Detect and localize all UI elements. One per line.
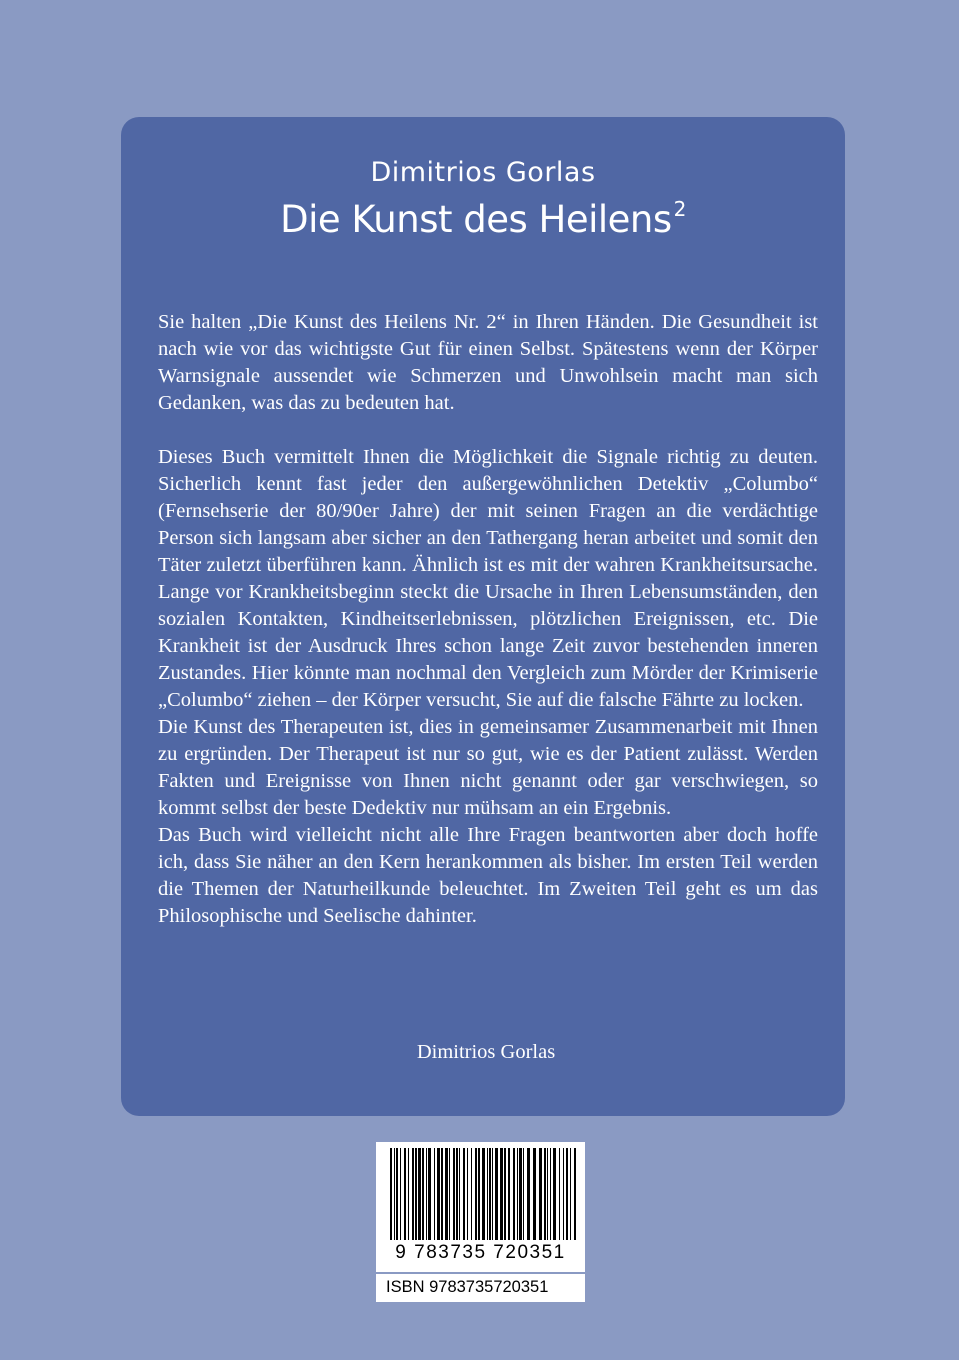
- barcode-bar: [437, 1148, 440, 1240]
- barcode-bar: [559, 1148, 560, 1240]
- barcode-bar: [404, 1148, 406, 1240]
- barcode-bar: [426, 1148, 427, 1240]
- blurb-text: [158, 309, 818, 930]
- barcode-bar: [544, 1148, 546, 1240]
- barcode-bar: [574, 1148, 576, 1240]
- barcode-bar: [463, 1148, 465, 1240]
- barcode-bar: [566, 1148, 568, 1240]
- barcode-bar: [495, 1148, 498, 1240]
- blurb-paragraph-1: Sie halten „Die Kunst des Heilens Nr. 2“ in Ihren Händen. Die Gesundheit ist nach wie vor das wichtigste Gut für einen Selbst. Spätestens wenn der Körper Warnsignale aussendet wie Schmerzen und Unwohlsein macht man sich Gedanken, was das zu bedeuten hat.: [158, 311, 818, 414]
- barcode-bar: [550, 1148, 551, 1240]
- barcode-bar: [428, 1148, 431, 1240]
- barcode-bar: [539, 1148, 542, 1240]
- barcode-bar: [504, 1148, 506, 1240]
- barcode-bar: [408, 1148, 409, 1240]
- barcode-bar: [513, 1148, 515, 1240]
- barcode-bar: [508, 1148, 510, 1240]
- book-title: [121, 197, 845, 241]
- barcode-bar: [445, 1148, 448, 1240]
- barcode-bar: [570, 1148, 571, 1240]
- barcode-bar: [415, 1148, 417, 1240]
- signature: Dimitrios Gorlas: [416, 1041, 556, 1063]
- barcode-bar: [422, 1148, 424, 1240]
- isbn-label: ISBN 9783735720351: [386, 1278, 549, 1296]
- barcode-bar: [475, 1148, 477, 1240]
- barcode-digits: 9 783735 720351: [376, 1242, 585, 1264]
- barcode-bar: [394, 1148, 395, 1240]
- barcode-bar: [489, 1148, 491, 1240]
- barcode-bar: [418, 1148, 421, 1240]
- barcode-bar: [482, 1148, 485, 1240]
- barcode-bar: [517, 1148, 518, 1240]
- book-title-text: Die Kunst des Heilens: [280, 198, 672, 241]
- barcode-bar: [471, 1148, 472, 1240]
- back-cover-panel: [121, 117, 845, 1116]
- barcode-bar: [527, 1148, 530, 1240]
- barcode-bar: [412, 1148, 414, 1240]
- barcode-bar: [523, 1148, 524, 1240]
- barcode-bar: [453, 1148, 455, 1240]
- book-title-superscript: 2: [673, 197, 686, 221]
- barcode-bar: [553, 1148, 556, 1240]
- barcode-bar: [396, 1148, 398, 1240]
- blurb-paragraph-2: Dieses Buch vermittelt Ihnen die Möglichkeit die Signale richtig zu deuten. Sicherlich kennt fast jeder den außergewöhnlichen Detektiv „Columbo“ (Fernsehserie der 80/90er Jahre) der mit seinen Fragen an die verdächtige Person sich langsam aber sicher an den Tathergang heran arbeitet und somit den Täter zuletzt überführen kann. Ähnlich ist es mit der wahren Krankheitsursache. Lange vor Krankheitsbeginn steckt die Ursache in Ihren Lebensumständen, den sozialen Kontakten, Kindheitserlebnissen, plötzlichen Ereignissen, etc. Die Krankheit ist der Ausdruck Ihres schon lange Zeit zuvor bestehenden inneren Zustandes. Hier könnte man nochmal den Vergleich zum Mörder der Krimiserie „Columbo“ ziehen – der Körper versucht, Sie auf die falsche Fährte zu locken.: [158, 446, 818, 711]
- barcode-bar: [434, 1148, 435, 1240]
- barcode-bar: [459, 1148, 460, 1240]
- barcode-bar: [456, 1148, 458, 1240]
- barcode-bar: [400, 1148, 401, 1240]
- author-name: Dimitrios Gorlas: [370, 157, 596, 188]
- barcode-bar: [547, 1148, 548, 1240]
- barcode-bar: [487, 1148, 488, 1240]
- barcode-bar: [478, 1148, 480, 1240]
- barcode-bar: [449, 1148, 450, 1240]
- barcode-bar: [390, 1148, 392, 1240]
- barcode-bar: [500, 1148, 503, 1240]
- barcode-bar: [563, 1148, 564, 1240]
- barcode-bar: [519, 1148, 522, 1240]
- barcode-bar: [492, 1148, 493, 1240]
- blurb-paragraph-4: Das Buch wird vielleicht nicht alle Ihre Fragen beantworten aber doch hoffe ich, dass Sie näher an den Kern herankommen als bisher. Im ersten Teil werden die Themen der Naturheilkunde beleuchtet. Im Zweiten Teil geht es um das Philosophische und Seelische dahinter.: [158, 824, 818, 927]
- barcode-bar: [533, 1148, 536, 1240]
- barcode-bars: [376, 1142, 585, 1242]
- blurb-paragraph-3: Die Kunst des Therapeuten ist, dies in gemeinsamer Zusammenarbeit mit Ihnen zu ergründen. Der Therapeut ist nur so gut, wie es der Patient zulässt. Werden Fakten und Ereignisse von Ihnen nicht genannt oder gar verschwiegen, so kommt selbst der beste Dedektiv nur mühsam an ein Ergebnis.: [158, 716, 818, 819]
- barcode: [376, 1142, 585, 1272]
- isbn-strip: [376, 1274, 585, 1302]
- barcode-bar: [441, 1148, 443, 1240]
- barcode-bar: [467, 1148, 468, 1240]
